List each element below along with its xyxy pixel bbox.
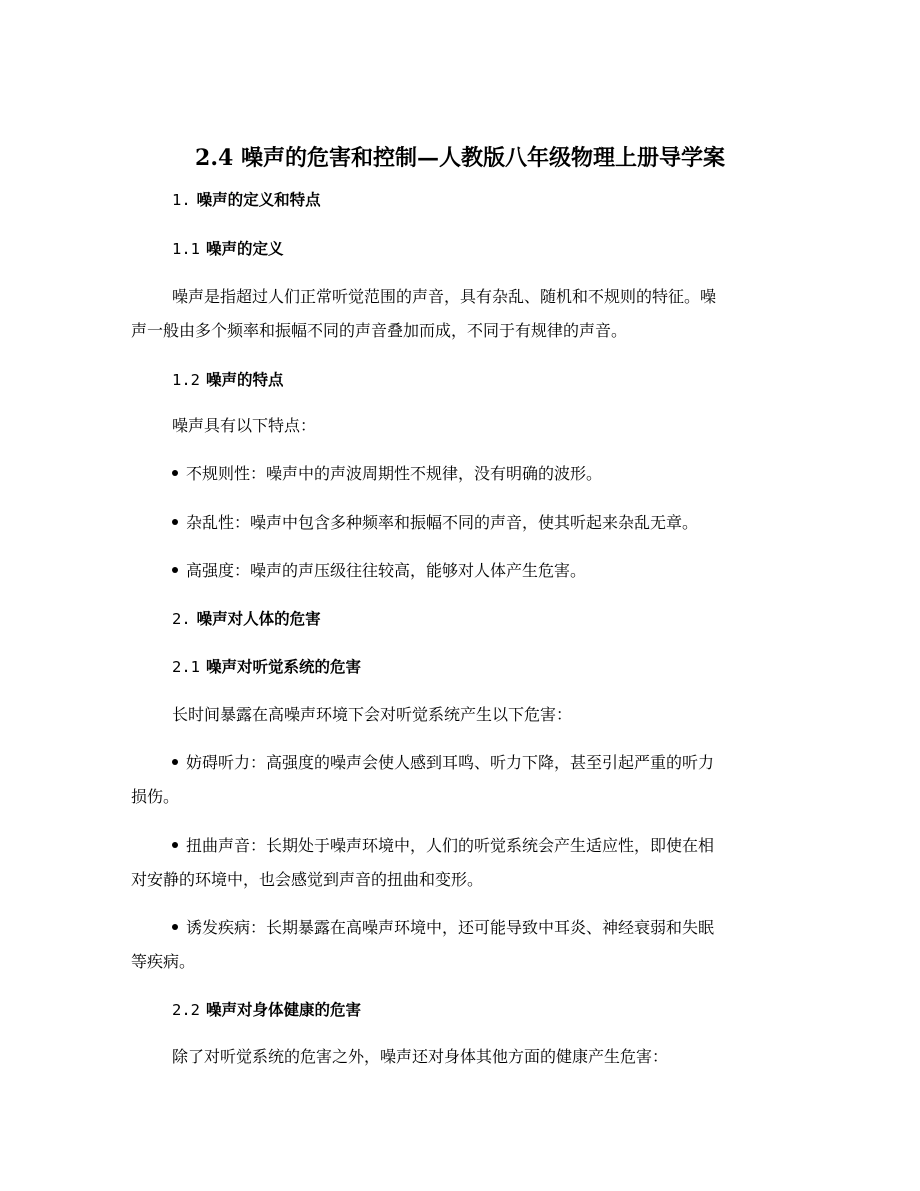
bullet-text: 扭曲声音：长期处于噪声环境中，人们的听觉系统会产生适应性，即使在相 <box>186 836 715 855</box>
subsection-heading-2-1 <box>172 656 361 678</box>
subsection-number: 1.1 <box>172 240 200 258</box>
bullet-item <box>172 560 586 582</box>
bullet-continuation: 损伤。 <box>131 787 180 806</box>
bullet-icon <box>172 924 178 930</box>
bullet-continuation: 对安静的环境中，也会感觉到声音的扭曲和变形。 <box>131 870 484 889</box>
bullet-item <box>172 917 714 939</box>
subsection-number: 2.2 <box>172 1001 200 1019</box>
subsection-number: 2.1 <box>172 658 200 676</box>
subsection-heading-1-1 <box>172 238 284 260</box>
bullet-icon <box>172 759 178 765</box>
section-number: 2. <box>172 610 191 628</box>
section-title: 噪声对人体的危害 <box>196 610 321 628</box>
subsection-title: 噪声对听觉系统的危害 <box>206 658 362 676</box>
bullet-icon <box>172 842 178 848</box>
intro-text: 长时间暴露在高噪声环境下会对听觉系统产生以下危害： <box>172 705 573 724</box>
intro-text: 除了对听觉系统的危害之外，噪声还对身体其他方面的健康产生危害： <box>172 1047 669 1066</box>
subsection-title: 噪声对身体健康的危害 <box>206 1001 362 1019</box>
bullet-item <box>172 512 698 534</box>
bullet-text: 杂乱性：噪声中包含多种频率和振幅不同的声音，使其听起来杂乱无章。 <box>186 513 699 532</box>
bullet-text: 高强度：噪声的声压级往往较高，能够对人体产生危害。 <box>186 561 587 580</box>
section-number: 1. <box>172 191 191 209</box>
bullet-icon <box>172 519 178 525</box>
bullet-text: 诱发疾病：长期暴露在高噪声环境中，还可能导致中耳炎、神经衰弱和失眠 <box>186 918 715 937</box>
subsection-number: 1.2 <box>172 371 200 389</box>
paragraph-line: 噪声是指超过人们正常听觉范围的声音，具有杂乱、随机和不规则的特征。噪 <box>172 287 717 306</box>
subsection-heading-2-2 <box>172 999 361 1021</box>
bullet-item <box>172 463 602 485</box>
bullet-item <box>172 752 714 774</box>
bullet-icon <box>172 470 178 476</box>
document-title: 2.4 噪声的危害和控制—人教版八年级物理上册导学案 <box>195 145 725 171</box>
subsection-title: 噪声的定义 <box>206 240 284 258</box>
bullet-icon <box>172 567 178 573</box>
section-title: 噪声的定义和特点 <box>196 191 321 209</box>
section-heading-2 <box>172 608 321 630</box>
bullet-item <box>172 835 714 857</box>
intro-text: 噪声具有以下特点： <box>172 416 317 435</box>
section-heading-1 <box>172 189 321 211</box>
paragraph-line: 声一般由多个频率和振幅不同的声音叠加而成，不同于有规律的声音。 <box>131 321 628 340</box>
subsection-heading-1-2 <box>172 369 284 391</box>
bullet-continuation: 等疾病。 <box>131 952 196 971</box>
subsection-title: 噪声的特点 <box>206 371 284 389</box>
bullet-text: 妨碍听力：高强度的噪声会使人感到耳鸣、听力下降，甚至引起严重的听力 <box>186 753 715 772</box>
bullet-text: 不规则性：噪声中的声波周期性不规律，没有明确的波形。 <box>186 464 603 483</box>
